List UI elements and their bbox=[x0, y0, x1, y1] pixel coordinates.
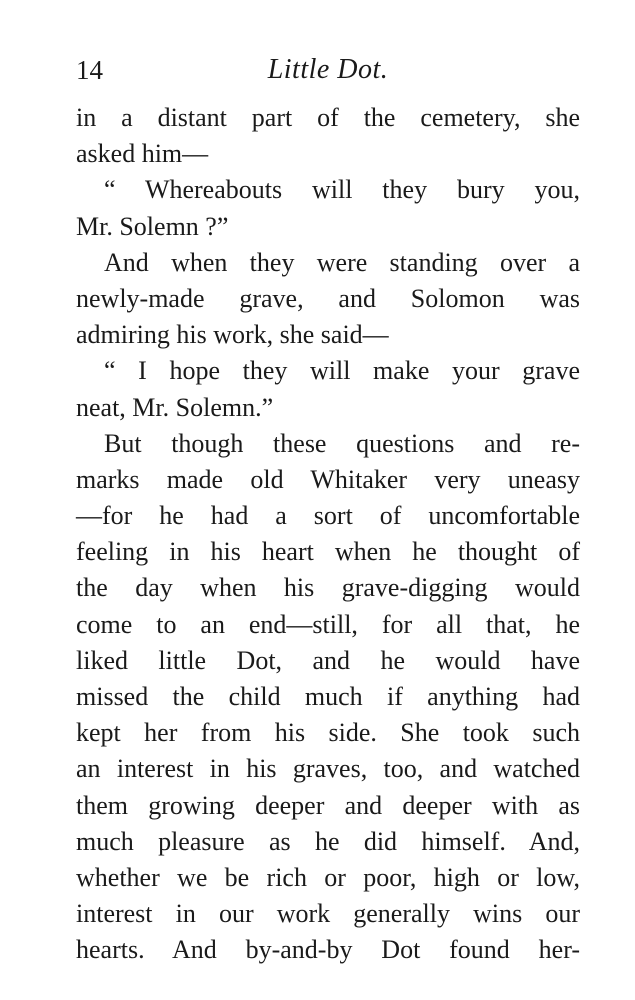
running-title: Little Dot. bbox=[267, 54, 389, 85]
text-line: feeling in his heart when he thought of bbox=[76, 537, 580, 567]
text-line: newly-made grave, and Solomon was bbox=[76, 283, 580, 313]
page-header bbox=[76, 50, 580, 90]
text-line: marks made old Whitaker very uneasy bbox=[76, 464, 580, 494]
text-line: admiring his work, she said— bbox=[76, 320, 389, 350]
text-line: whether we be rich or poor, high or low, bbox=[76, 862, 580, 892]
text-line: Mr. Solemn ?” bbox=[76, 211, 229, 241]
text-line: neat, Mr. Solemn.” bbox=[76, 392, 274, 422]
text-line: liked little Dot, and he would have bbox=[76, 645, 580, 675]
body-text bbox=[76, 100, 580, 969]
text-line: the day when his grave-digging would bbox=[76, 573, 580, 603]
text-line: And when they were standing over a bbox=[104, 247, 580, 277]
text-line: —for he had a sort of uncomfortable bbox=[76, 501, 580, 531]
text-line: an interest in his graves, too, and watched bbox=[76, 754, 580, 784]
text-line: interest in our work generally wins our bbox=[76, 899, 580, 929]
text-line: kept her from his side. She took such bbox=[76, 718, 580, 748]
text-line: “ Whereabouts will they bury you, bbox=[104, 175, 580, 205]
text-line: “ I hope they will make your grave bbox=[104, 356, 580, 386]
page-number: 14 bbox=[76, 55, 103, 85]
text-line: in a distant part of the cemetery, she bbox=[76, 103, 580, 132]
text-line: much pleasure as he did himself. And, bbox=[76, 826, 580, 856]
text-line: But though these questions and re- bbox=[104, 428, 580, 458]
text-line: hearts. And by-and-by Dot found her- bbox=[76, 935, 580, 965]
text-line: come to an end—still, for all that, he bbox=[76, 609, 580, 639]
text-line: asked him— bbox=[76, 139, 209, 169]
text-line: missed the child much if anything had bbox=[76, 682, 580, 711]
text-line: them growing deeper and deeper with as bbox=[76, 790, 580, 820]
